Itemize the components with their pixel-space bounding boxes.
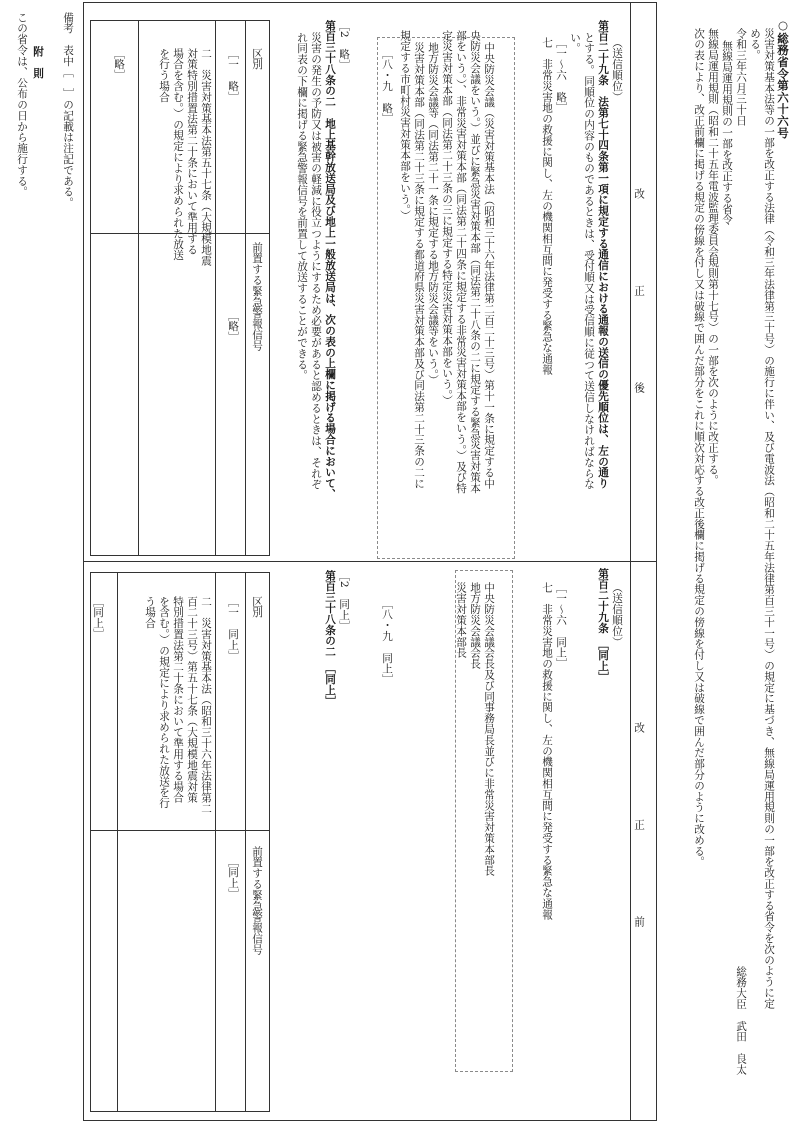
before-line: （送信順位） [611, 582, 623, 648]
row2-case-line: を含む。）の規定により求められた放送を行 [158, 596, 170, 809]
after-line: ［一～六 略］ [555, 37, 567, 114]
row1-signal: ［略］ [227, 310, 239, 343]
before-line: 第百三十八条の二 ［同上］ [324, 570, 336, 707]
after-line: 定災害対策本部（同法第二十三条の三に規定する特定災害対策本部をいう。） [441, 30, 453, 407]
after-line: 中央防災会議（災害対策基本法（昭和三十六年法律第二百二十三号）第十一条に規定する中 [483, 42, 495, 489]
after-line: ［2 略］ [338, 20, 350, 71]
after-line: い。 [569, 32, 581, 54]
table-border-bottom [83, 1120, 657, 1121]
row2-case-line: 場合を含む。）の規定により求められた放送 [172, 48, 184, 261]
table-border-top [83, 2, 657, 3]
after-line: 災害対策本部（同法第二十三条に規定する都道府県災害対策本部及び同法第二十三条の二に [413, 42, 425, 489]
before-line: ［八・九 同上］ [381, 598, 393, 686]
inner-table-row-divider-3 [138, 20, 139, 556]
preamble-line-2: める。 [749, 28, 761, 61]
row2-case-line: 対策特別措置法第二十条において準用する [186, 48, 198, 256]
ordinance-number: ○総務省令第六十六号 [776, 18, 790, 139]
supplementary-text: この省令は、公布の日から施行する。 [16, 12, 28, 198]
col-head-case: 区別 [251, 48, 263, 70]
row1-signal: ［同上］ [227, 856, 239, 900]
after-line: 部をいう。）、非常災害対策本部（同法第二十四条に規定する非常災害対策本部をいう。）及び特 [455, 30, 467, 494]
before-line: ［2 同上］ [338, 570, 350, 632]
after-line: れ同表の下欄に掲げる緊急警報信号を前置して放送することができる。 [296, 32, 308, 381]
row2-case-line: 二 災害対策基本法（昭和三十六年法律第二 [200, 596, 212, 814]
before-line: 災害対策本部長 [455, 582, 467, 659]
inner-table-row-divider-2 [215, 20, 216, 556]
issue-date: 令和三年六月三十日 [735, 28, 747, 127]
before-line: ［一～六 同上］ [555, 582, 567, 670]
after-line: （送信順位） [611, 37, 623, 103]
before-header: 改 正 前 [633, 722, 645, 965]
row2-case-line: 百二十三号）第五十七条（大規模地震対策 [186, 596, 198, 804]
row1-case: ［一 同上］ [227, 596, 239, 662]
inner-table-row-divider-1 [245, 20, 246, 556]
before-line: 地方防災会議会長 [469, 582, 481, 670]
after-line: とする。同順位の内容のものであるときは、受付順又は受信順に従つて送信しなければならな [583, 32, 595, 490]
inner-table-top [90, 572, 91, 1112]
after-line: 第百三十八条の二 地上基幹放送局及び地上一般放送局は、次の表の上欄に掲げる場合において、 [324, 20, 336, 500]
inner-table-right [269, 572, 270, 1112]
before-line: 中央防災会議会長及び同事務局長並びに非常災害対策本部長 [483, 582, 495, 877]
table-column-separator [83, 561, 657, 562]
body-line-2: 次の表により、改正前欄に掲げる規定の傍線を付し又は破線で囲んだ部分をこれに順次対応する改正後欄に掲げる規定の傍線を付し又は破線で囲んだ部分のように改める。 [693, 28, 705, 868]
body-line-1: 無線局運用規則（昭和二十五年電波監理委員会規則第十七号）の一部を次のように改正する。 [707, 28, 719, 486]
remarks: 備考 表中［ ］の記載は注記である。 [62, 12, 74, 209]
row2-case-line: を行う場合 [158, 48, 170, 103]
ordinance-title: 無線局運用規則の一部を改正する省令 [721, 40, 733, 226]
after-line: 第百二十九条 法第七十四条第一項に規定する通信における通報の送信の優先順位は、左の通り [597, 20, 609, 489]
preamble-line-1: 災害対策基本法等の一部を改正する法律（令和三年法律第三十号）の施行に伴い、及び電波法（昭和二十五年法律第百三十一号）の規定に基づき、無線局運用規則の一部を改正する省令を次のように定 [763, 28, 775, 1009]
after-line: 央防災会議をいう。）並びに緊急災害対策本部（同法第二十八条の二に規定する緊急災害対策本 [469, 30, 481, 494]
inner-table-row-divider-1 [245, 572, 246, 1112]
after-line: 地方防災会議等（同法第二十一条に規定する地方防災会議等をいう。） [427, 42, 439, 386]
after-line: 災害の発生の予防又は被害の軽減に役立つようにするため必要があると認めるときは、それぞ [310, 32, 322, 490]
inner-table-row-divider-3 [117, 572, 118, 1112]
col-head-case: 区別 [251, 596, 263, 618]
signer: 総務大臣 武田 良太 [735, 966, 747, 1075]
inner-table-bottom [90, 555, 270, 556]
supplementary-heading: 附 則 [32, 46, 44, 79]
inner-table-right [269, 20, 270, 556]
row3-case: ［同上］ [92, 596, 104, 640]
after-header: 改 正 後 [633, 188, 645, 431]
col-head-signal: 前置する緊急警報信号 [251, 242, 263, 351]
row2-case-line: う場合 [144, 596, 156, 629]
row3-case: ［略］ [113, 48, 125, 81]
before-line: 七 非常災害地の救援に関し、左の機関相互間に発受する緊急な通報 [541, 582, 553, 920]
before-line: 第百二十九条 ［同上］ [597, 568, 609, 683]
after-line: 規定する市町村災害対策本部をいう。） [399, 30, 411, 221]
inner-table-top [90, 20, 91, 556]
after-line: ［八・九 略］ [381, 48, 393, 125]
after-line: 七 非常災害地の救援に関し、左の機関相互間に発受する緊急な通報 [541, 37, 553, 375]
inner-table-header-line [90, 20, 270, 21]
row1-case: ［一 略］ [227, 48, 239, 103]
inner-table-row-divider-2 [215, 572, 216, 1112]
col-head-signal: 前置する緊急警報信号 [251, 846, 263, 955]
row2-case-line: 二 災害対策基本法第五十七条（大規模地震 [200, 48, 212, 266]
row2-case-line: 特別措置法第二十条において準用する場合 [172, 596, 184, 804]
